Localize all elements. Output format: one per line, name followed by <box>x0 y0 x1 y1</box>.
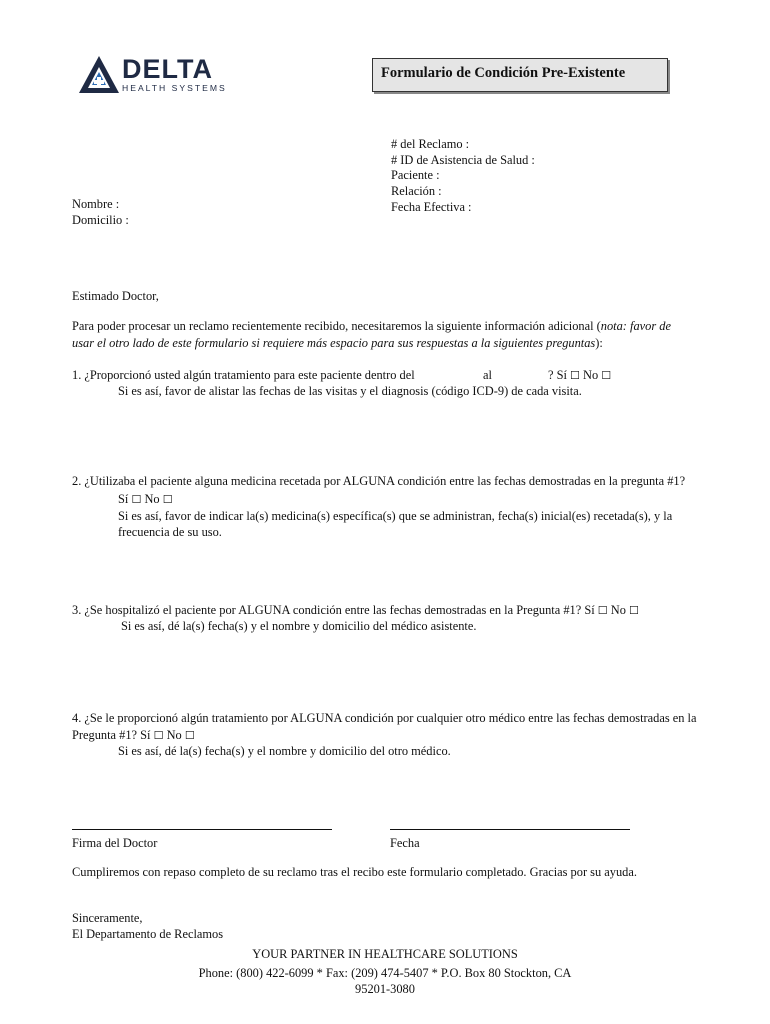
intro-note-1: nota: favor de <box>600 319 671 333</box>
q4-text-1: 4. ¿Se le proporcionó algún tratamiento por ALGUNA condición por cualquier otro médico entre las fechas demostradas en la <box>72 711 697 725</box>
q4-no-label: No <box>166 728 182 742</box>
delta-triangle-icon <box>78 55 120 95</box>
delta-logo <box>78 55 238 95</box>
q4-si-checkbox[interactable]: ☐ <box>153 729 164 742</box>
recipient-block <box>72 197 129 228</box>
intro-paragraph <box>72 318 712 351</box>
health-id-label: # ID de Asistencia de Salud : <box>391 152 535 167</box>
question-1 <box>72 368 415 383</box>
doctor-signature-line[interactable] <box>72 829 332 830</box>
q2-no-checkbox[interactable]: ☐ <box>162 493 173 506</box>
review-text: Cumpliremos con repaso completo de su reclamo tras el recibo este formulario completado. Gracias por su ayuda. <box>72 865 637 879</box>
patient-label: Paciente : <box>391 168 440 183</box>
greeting: Estimado Doctor, <box>72 289 159 303</box>
q4-followup: Si es así, dé la(s) fecha(s) y el nombre y domicilio del otro médico. <box>118 744 451 758</box>
footer-contact: Phone: (800) 422-6099 * Fax: (209) 474-5407 * P.O. Box 80 Stockton, CA <box>198 966 572 980</box>
effective-date-label: Fecha Efectiva : <box>391 199 472 214</box>
q4-text-2: Pregunta #1? Sí <box>72 728 151 742</box>
claim-info-block <box>391 137 535 216</box>
q1-text: 1. ¿Proporcionó usted algún tratamiento para este paciente dentro del <box>72 368 415 382</box>
q3-no-checkbox[interactable]: ☐ <box>629 604 639 617</box>
q2-si-label: Sí <box>118 492 129 506</box>
date-label: Fecha <box>390 836 420 850</box>
q1-answer <box>548 368 611 383</box>
q1-followup: Si es así, favor de alistar las fechas de las visitas y el diagnosis (código ICD-9) de cada visita. <box>118 384 582 398</box>
department: El Departamento de Reclamos <box>72 927 224 941</box>
q1-al: al <box>483 368 492 382</box>
q3-no-label: No <box>610 603 626 617</box>
q2-followup-1: Si es así, favor de indicar la(s) medicina(s) específica(s) que se administran, fecha(s) inicial(es) recetada(s), y la <box>118 509 673 523</box>
form-title: Formulario de Condición Pre-Existente <box>381 65 626 81</box>
date-signature-line[interactable] <box>390 829 630 830</box>
q1-si-checkbox[interactable]: ☐ <box>570 369 580 382</box>
doctor-signature-label: Firma del Doctor <box>72 836 158 850</box>
intro-note-2: usar el otro lado de este formulario si requiere más espacio para sus respuestas a la siguientes preguntas <box>72 335 596 350</box>
intro-main: Para poder procesar un reclamo recientemente recibido, necesitaremos la siguiente información adicional ( <box>72 319 601 333</box>
q4-line-2 <box>72 728 195 743</box>
intro-close: ): <box>595 335 603 350</box>
footer-zip: 95201-3080 <box>355 982 415 996</box>
q1-no-checkbox[interactable]: ☐ <box>601 369 612 382</box>
q4-no-checkbox[interactable]: ☐ <box>184 729 195 742</box>
q1-si-label: ? Sí <box>548 368 567 382</box>
logo-name: DELTA <box>122 54 213 84</box>
q2-followup-2: frecuencia de su uso. <box>118 525 222 539</box>
address-label: Domicilio : <box>72 212 129 227</box>
sincerely: Sinceramente, <box>72 911 143 925</box>
q3-followup: Si es así, dé la(s) fecha(s) y el nombre y domicilio del médico asistente. <box>121 619 477 633</box>
question-3 <box>72 603 639 618</box>
form-title-box <box>372 58 668 92</box>
logo-subtitle: HEALTH SYSTEMS <box>122 83 227 93</box>
q3-text: 3. ¿Se hospitalizó el paciente por ALGUNA condición entre las fechas demostradas en la Pregunta #1? Sí <box>72 603 595 617</box>
relation-label: Relación : <box>391 184 442 199</box>
q2-text: 2. ¿Utilizaba el paciente alguna medicina recetada por ALGUNA condición entre las fechas demostradas en la pregunta #1? <box>72 474 686 488</box>
name-label: Nombre : <box>72 197 120 211</box>
q2-no-label: No <box>144 492 160 506</box>
footer-tagline: YOUR PARTNER IN HEALTHCARE SOLUTIONS <box>252 947 518 961</box>
claim-number-label: # del Reclamo : <box>391 137 470 151</box>
q2-answer <box>118 492 173 507</box>
q1-no-label: No <box>583 368 599 382</box>
q3-si-checkbox[interactable]: ☐ <box>597 604 608 617</box>
q2-si-checkbox[interactable]: ☐ <box>131 493 142 506</box>
